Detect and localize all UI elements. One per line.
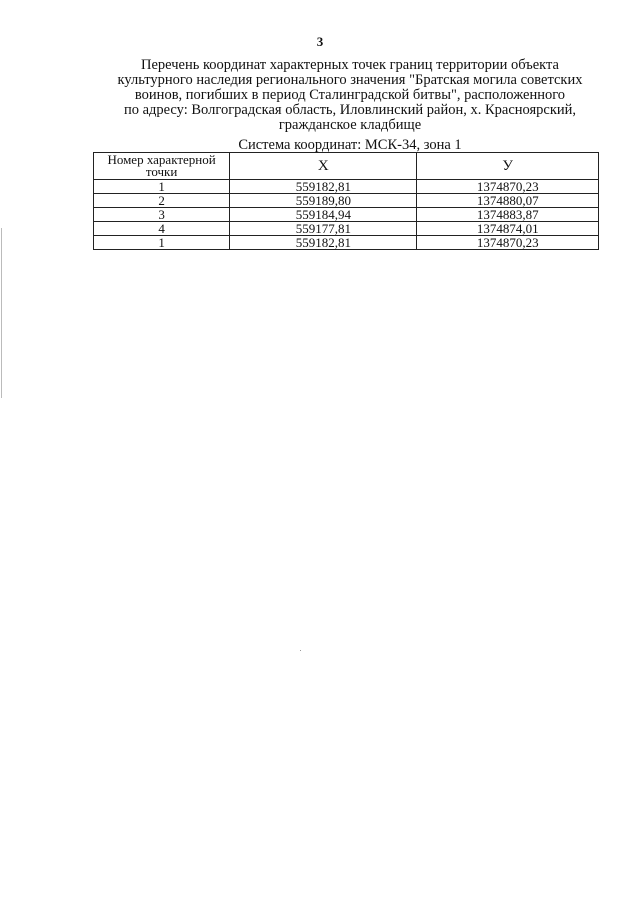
header-y: У bbox=[417, 153, 599, 180]
cell-y: 1374880,07 bbox=[417, 194, 599, 208]
cell-y: 1374870,23 bbox=[417, 236, 599, 250]
cell-point-number: 4 bbox=[94, 222, 230, 236]
table-header-row bbox=[94, 153, 599, 180]
coordinates-table bbox=[93, 152, 599, 250]
cell-point-number: 3 bbox=[94, 208, 230, 222]
title-line: по адресу: Волгоградская область, Иловлинский район, х. Красноярский, bbox=[123, 102, 577, 118]
document-title bbox=[95, 58, 605, 133]
scan-speck bbox=[300, 650, 301, 651]
cell-point-number: 2 bbox=[94, 194, 230, 208]
title-line: воинов, погибших в период Сталинградской битвы", расположенного bbox=[134, 87, 566, 103]
title-line: Перечень координат характерных точек границ территории объекта bbox=[141, 57, 559, 73]
header-point-number: Номер характерной точки bbox=[94, 153, 230, 180]
cell-y: 1374883,87 bbox=[417, 208, 599, 222]
cell-y: 1374874,01 bbox=[417, 222, 599, 236]
cell-x: 559177,81 bbox=[230, 222, 417, 236]
cell-x: 559189,80 bbox=[230, 194, 417, 208]
cell-x: 559182,81 bbox=[230, 180, 417, 194]
table-row bbox=[94, 194, 599, 208]
cell-point-number: 1 bbox=[94, 180, 230, 194]
title-line: гражданское кладбище bbox=[278, 117, 422, 133]
cell-point-number: 1 bbox=[94, 236, 230, 250]
table-row bbox=[94, 236, 599, 250]
table-row bbox=[94, 180, 599, 194]
cell-x: 559182,81 bbox=[230, 236, 417, 250]
page-number: 3 bbox=[316, 34, 324, 49]
table-row bbox=[94, 222, 599, 236]
cell-x: 559184,94 bbox=[230, 208, 417, 222]
title-line: культурного наследия регионального значения "Братская могила советских bbox=[117, 72, 583, 88]
scan-edge-mark bbox=[1, 228, 2, 398]
coordinate-system-label: Система координат: МСК-34, зона 1 bbox=[238, 137, 462, 153]
table-row bbox=[94, 208, 599, 222]
cell-y: 1374870,23 bbox=[417, 180, 599, 194]
header-x: X bbox=[230, 153, 417, 180]
